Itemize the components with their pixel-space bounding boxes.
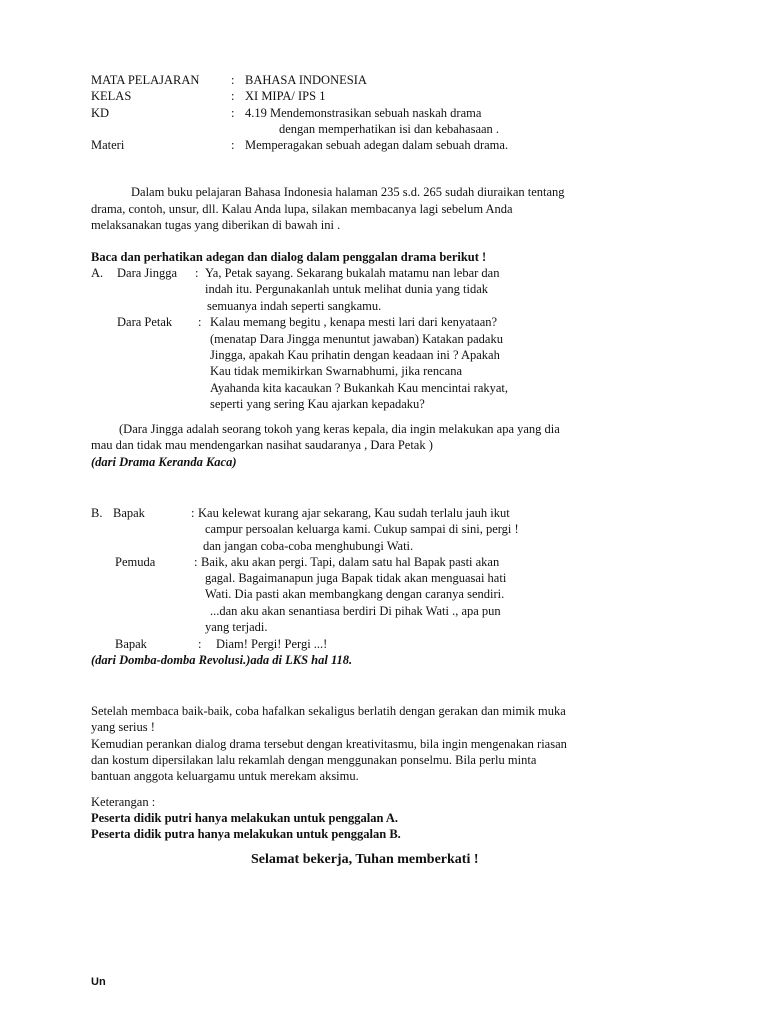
- value-mata-pelajaran: BAHASA INDONESIA: [245, 73, 367, 87]
- sep: :: [194, 555, 198, 569]
- speaker-name: Bapak: [115, 637, 147, 651]
- sep: :: [198, 315, 202, 329]
- source-a: (dari Drama Keranda Kaca): [91, 455, 237, 469]
- dialog-line: Kau kelewat kurang ajar sekarang, Kau sudah terlalu jauh ikut: [198, 506, 510, 520]
- keterangan-putra: Peserta didik putra hanya melakukan untuk penggalan B.: [91, 827, 401, 841]
- keterangan-putri: Peserta didik putri hanya melakukan untuk penggalan A.: [91, 811, 399, 825]
- dialog-line: seperti yang sering Kau ajarkan kepadaku?: [210, 397, 425, 411]
- dialog-line: ...dan aku akan senantiasa berdiri Di pihak Wati ., apa pun: [210, 604, 501, 618]
- closing-text: Selamat bekerja, Tuhan memberkati !: [251, 852, 479, 867]
- sep: :: [231, 106, 235, 120]
- dialog-line: Kalau memang begitu , kenapa mesti lari dari kenyataan?: [210, 315, 498, 329]
- speaker-name: Dara Jingga: [117, 266, 178, 280]
- dialog-line: campur persoalan keluarga kami. Cukup sampai di sini, pergi !: [205, 522, 519, 536]
- body-line: bantuan anggota keluargamu untuk merekam aksimu.: [91, 769, 359, 783]
- note-line: (Dara Jingga adalah seorang tokoh yang keras kepala, dia ingin melakukan apa yang dia: [119, 422, 560, 436]
- label-mata-pelajaran: MATA PELAJARAN: [91, 73, 200, 87]
- note-line: mau dan tidak mau mendengarkan nasihat saudaranya , Dara Petak ): [91, 438, 433, 452]
- sep: :: [195, 266, 199, 280]
- dialog-line: dan jangan coba-coba menghubungi Wati.: [203, 539, 414, 553]
- sep: :: [191, 506, 195, 520]
- dialog-line: Ya, Petak sayang. Sekarang bukalah matamu nan lebar dan: [205, 266, 500, 280]
- dialog-line: Baik, aku akan pergi. Tapi, dalam satu hal Bapak pasti akan: [201, 555, 500, 569]
- sep: :: [198, 637, 202, 651]
- intro-line: melaksanakan tugas yang diberikan di bawah ini .: [91, 218, 341, 232]
- dialog-line: indah itu. Pergunakanlah untuk melihat dunia yang tidak: [205, 282, 489, 296]
- body-line: dan kostum dipersilakan lalu rekamlah dengan menggunakan ponselmu. Bila perlu minta: [91, 753, 537, 767]
- body-line: Kemudian perankan dialog drama tersebut dengan kreativitasmu, bila ingin mengenakan riasan: [91, 737, 567, 751]
- value-kelas: XI MIPA/ IPS 1: [245, 89, 326, 103]
- value-kd-cont: dengan memperhatikan isi dan kebahasaan .: [279, 122, 500, 136]
- source-b: (dari Domba-domba Revolusi.)ada di LKS hal 118.: [91, 653, 353, 667]
- speaker-name: Dara Petak: [117, 315, 173, 329]
- label-kelas: KELAS: [91, 89, 132, 103]
- body-line: yang serius !: [91, 720, 155, 734]
- speaker-name: Pemuda: [115, 555, 156, 569]
- dialog-line: semuanya indah seperti sangkamu.: [207, 299, 382, 313]
- intro-line: Dalam buku pelajaran Bahasa Indonesia halaman 235 s.d. 265 sudah diuraikan tentang: [131, 185, 565, 199]
- intro-line: drama, contoh, unsur, dll. Kalau Anda lupa, silakan membacanya lagi sebelum Anda: [91, 202, 513, 216]
- value-kd: 4.19 Mendemonstrasikan sebuah naskah drama: [245, 106, 482, 120]
- keterangan-label: Keterangan :: [91, 795, 156, 809]
- sep: :: [231, 73, 235, 87]
- dialog-line: Diam! Pergi! Pergi ...!: [216, 637, 328, 651]
- speaker-name: Bapak: [113, 506, 145, 520]
- section-letter: A.: [91, 266, 104, 280]
- instruction: Baca dan perhatikan adegan dan dialog dalam penggalan drama berikut !: [91, 250, 487, 264]
- footer-text: Un: [91, 976, 106, 988]
- dialog-line: Wati. Dia pasti akan membangkang dengan caranya sendiri.: [205, 587, 505, 601]
- label-materi: Materi: [91, 138, 125, 152]
- dialog-line: Kau tidak memikirkan Swarnabhumi, jika rencana: [210, 364, 463, 378]
- body-line: Setelah membaca baik-baik, coba hafalkan sekaligus berlatih dengan gerakan dan mimik muka: [91, 704, 566, 718]
- sep: :: [231, 89, 235, 103]
- dialog-line: Jingga, apakah Kau prihatin dengan keadaan ini ? Apakah: [210, 348, 500, 362]
- section-letter: B.: [91, 506, 103, 520]
- dialog-line: gagal. Bagaimanapun juga Bapak tidak akan menguasai hati: [205, 571, 507, 585]
- value-materi: Memperagakan sebuah adegan dalam sebuah drama.: [245, 138, 509, 152]
- sep: :: [231, 138, 235, 152]
- dialog-line: Ayahanda kita kacaukan ? Bukankah Kau mencintai rakyat,: [210, 381, 509, 395]
- label-kd: KD: [91, 106, 110, 120]
- dialog-line: (menatap Dara Jingga menuntut jawaban) Katakan padaku: [210, 332, 503, 346]
- dialog-line: yang terjadi.: [205, 620, 268, 634]
